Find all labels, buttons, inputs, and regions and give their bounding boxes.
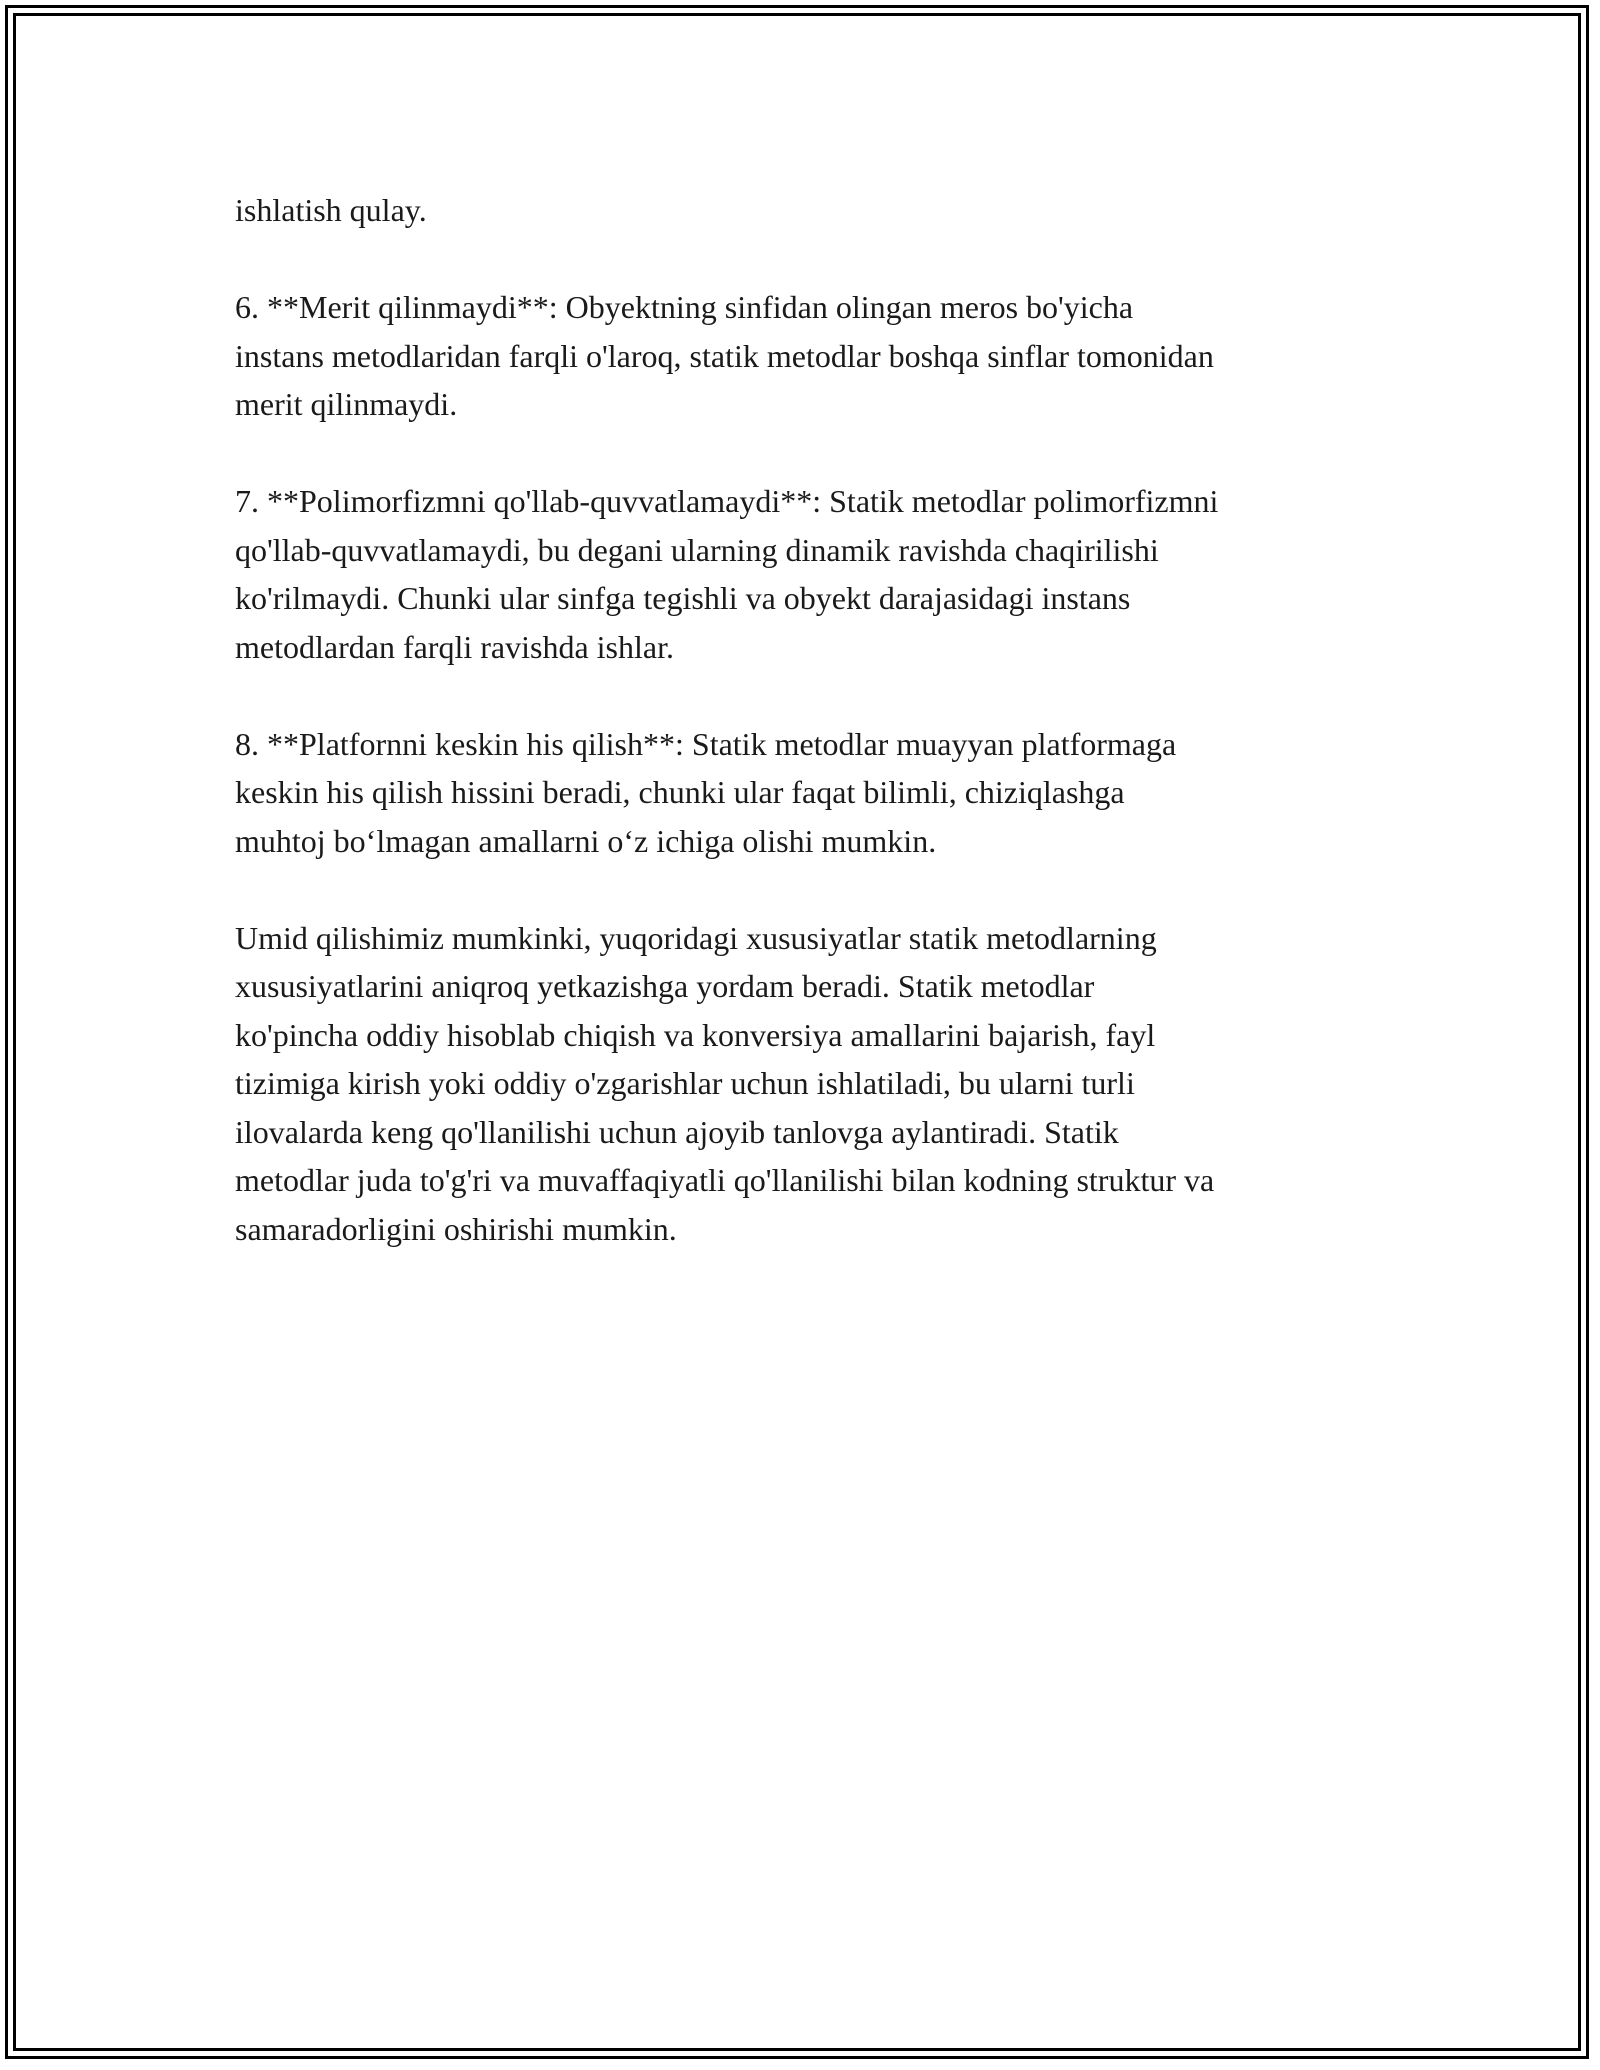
text-line: ko'pincha oddiy hisoblab chiqish va konversiya amallarini bajarish, fayl	[235, 1016, 1156, 1053]
paragraph-item-6	[235, 283, 1375, 429]
text-line: tizimiga kirish yoki oddiy o'zgarishlar uchun ishlatiladi, bu ularni turli	[235, 1065, 1135, 1101]
page-body	[235, 186, 1375, 1302]
text-line: metodlardan farqli ravishda ishlar.	[235, 628, 674, 665]
text-line: samaradorligini oshirishi mumkin.	[235, 1210, 677, 1247]
text-line: metodlar juda to'g'ri va muvaffaqiyatli qo'llanilishi bilan kodning struktur va	[235, 1162, 1215, 1198]
paragraph-item-7	[235, 477, 1375, 671]
text-line: merit qilinmaydi.	[235, 386, 458, 422]
paragraph-continuation	[235, 186, 1375, 235]
paragraph-conclusion	[235, 914, 1375, 1254]
text-line: ishlatish qulay.	[235, 192, 427, 228]
text-line: Umid qilishimiz mumkinki, yuqoridagi xususiyatlar statik metodlarning	[235, 919, 1157, 956]
text-line: qo'llab-quvvatlamaydi, bu degani ularning dinamik ravishda chaqirilishi	[235, 531, 1159, 568]
text-line: 7. **Polimorfizmni qo'llab-quvvatlamaydi**: Statik metodlar polimorfizmni	[235, 483, 1219, 519]
text-line: keskin his qilish hissini beradi, chunki ular faqat bilimli, chiziqlashga	[235, 774, 1125, 810]
text-line: 8. **Platfornni keskin his qilish**: Statik metodlar muayyan platformaga	[235, 725, 1177, 762]
text-line: xususiyatlarini aniqroq yetkazishga yordam beradi. Statik metodlar	[235, 968, 1095, 1004]
text-line: instans metodlaridan farqli o'laroq, statik metodlar boshqa sinflar tomonidan	[235, 337, 1214, 374]
text-line: ilovalarda keng qo'llanilishi uchun ajoyib tanlovga aylantiradi. Statik	[235, 1113, 1119, 1150]
text-line: ko'rilmaydi. Chunki ular sinfga tegishli va obyekt darajasidagi instans	[235, 580, 1131, 616]
paragraph-item-8	[235, 720, 1375, 866]
text-line: 6. **Merit qilinmaydi**: Obyektning sinfidan olingan meros bo'yicha	[235, 289, 1134, 325]
text-line: muhtoj bo‘lmagan amallarni o‘z ichiga olishi mumkin.	[235, 822, 937, 859]
